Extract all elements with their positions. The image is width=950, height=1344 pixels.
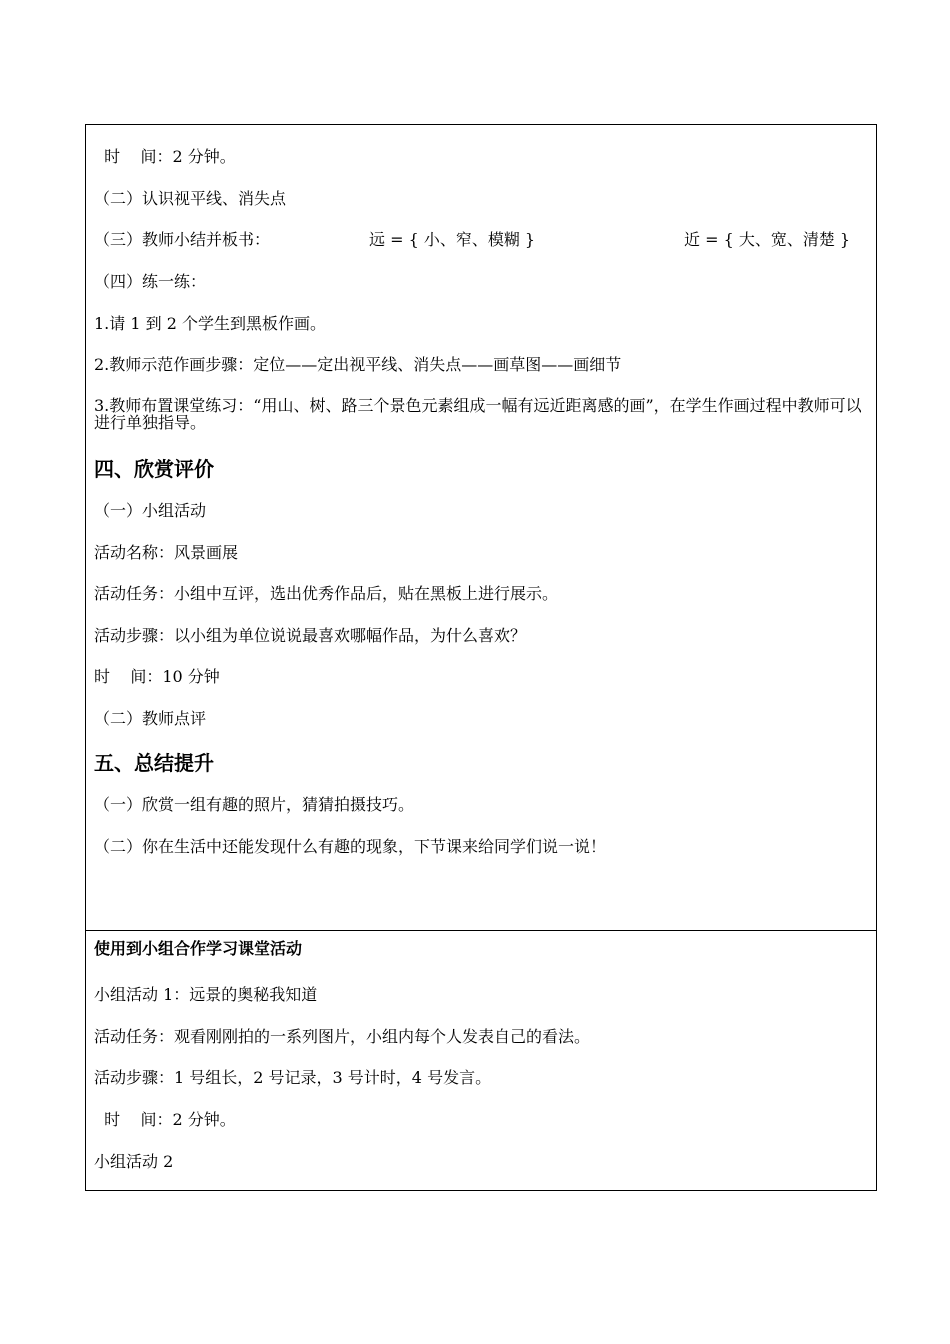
s4-line-1: （一）小组活动 xyxy=(94,501,207,520)
lower-line-4: 时 间：2 分钟。 xyxy=(94,1110,236,1129)
section-4-title: 四、欣赏评价 xyxy=(94,457,214,481)
summary-row xyxy=(94,230,874,250)
practice-2: 2.教师示范作画步骤：定位——定出视平线、消失点——画草图——画细节 xyxy=(94,355,622,374)
s5-line-2: （二）你在生活中还能发现什么有趣的现象，下节课来给同学们说一说！ xyxy=(94,837,607,856)
practice-3: 3.教师布置课堂练习：“用山、树、路三个景色元素组成一幅有远近距离感的画”，在学生作画过程中教师可以进行单独指导。 xyxy=(94,396,862,432)
practice-1: 1.请 1 到 2 个学生到黑板作画。 xyxy=(94,314,326,333)
near-formula: 近 = { 大、宽、清楚 } xyxy=(684,230,851,249)
lower-line-5: 小组活动 2 xyxy=(94,1152,174,1171)
lower-line-3: 活动步骤：1 号组长，2 号记录，3 号计时，4 号发言。 xyxy=(94,1068,492,1087)
cell-divider xyxy=(86,930,876,931)
lower-line-2: 活动任务：观看刚刚拍的一系列图片，小组内每个人发表自己的看法。 xyxy=(94,1027,591,1046)
s4-line-6: （二）教师点评 xyxy=(94,709,207,728)
step-2: （二）认识视平线、消失点 xyxy=(94,189,287,208)
step-4: （四）练一练： xyxy=(94,272,207,291)
s4-line-4: 活动步骤：以小组为单位说说最喜欢哪幅作品，为什么喜欢？ xyxy=(94,626,527,645)
s4-line-3: 活动任务：小组中互评，选出优秀作品后，贴在黑板上进行展示。 xyxy=(94,584,559,603)
lower-line-1: 小组活动 1：远景的奥秘我知道 xyxy=(94,985,318,1004)
summary-label: （三）教师小结并板书： xyxy=(94,230,271,249)
s5-line-1: （一）欣赏一组有趣的照片，猜猜拍摄技巧。 xyxy=(94,795,415,814)
s4-line-2: 活动名称：风景画展 xyxy=(94,543,239,562)
far-formula: 远 = { 小、窄、模糊 } xyxy=(369,230,536,249)
s4-line-5: 时 间：10 分钟 xyxy=(94,667,220,686)
time-line: 时 间：2 分钟。 xyxy=(94,147,236,166)
section-5-title: 五、总结提升 xyxy=(94,751,214,775)
lower-title: 使用到小组合作学习课堂活动 xyxy=(94,939,303,958)
lesson-table xyxy=(85,124,877,1191)
